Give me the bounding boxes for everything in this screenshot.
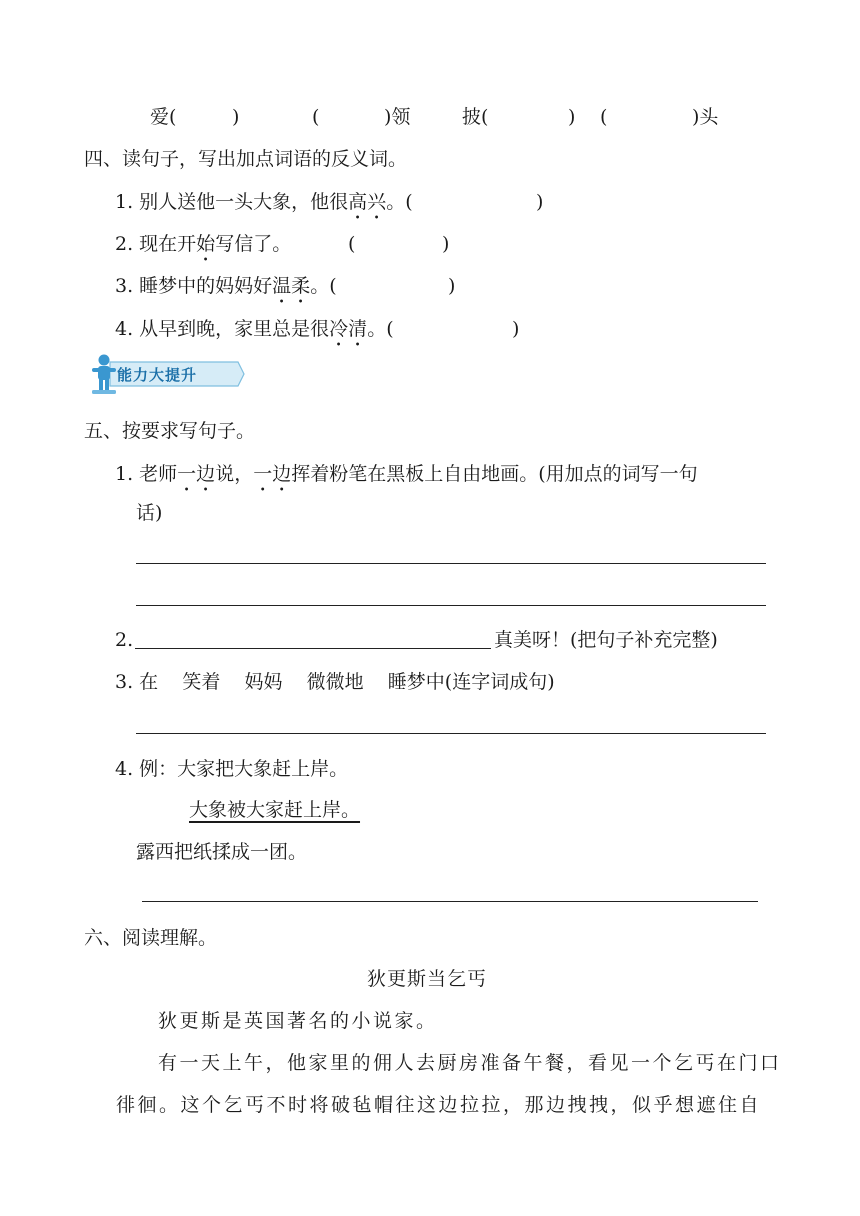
item-text: 写信了。: [215, 233, 292, 255]
q1-text: 挥着粉笔在黑板上自由地画。(用加点的词写一句: [291, 463, 698, 485]
answer-bracket-close: ): [512, 318, 520, 340]
section-4-item-4: [115, 316, 394, 351]
section-5-q1-continuation: 话): [136, 502, 163, 524]
person-icon: [90, 352, 118, 396]
dotted-word: 一边: [177, 463, 216, 485]
answer-bracket-open: (: [348, 233, 356, 255]
fill-blank-3-close: ): [568, 106, 576, 128]
section-5-q4-task: 露西把纸揉成一团。: [136, 841, 308, 863]
section-4-item-2: [115, 231, 291, 266]
answer-line: [135, 648, 491, 649]
section-4-item-3: [115, 273, 337, 308]
fill-blank-2-open: (: [312, 106, 320, 128]
item-text: 4. 从早到晚，家里总是很: [115, 318, 330, 340]
dotted-word: 冷清: [329, 318, 368, 340]
section-5-q3: 3. 在 笑着 妈妈 微微地 睡梦中(连字词成句): [115, 671, 555, 693]
dotted-word: 温柔: [272, 275, 311, 297]
section-6-title: 六、阅读理解。: [84, 927, 218, 949]
example-answer-text: 大象被大家赶上岸。: [189, 799, 361, 821]
item-text: 1. 别人送他一头大象，他很: [115, 191, 349, 213]
dotted-word: 高兴: [348, 191, 387, 213]
fill-blank-3-open: 披(: [462, 106, 489, 128]
fill-blank-2-close: )领: [384, 106, 411, 128]
section-5-q1: [115, 461, 698, 496]
fill-blank-4-open: (: [600, 106, 608, 128]
section-4-title: 四、读句子，写出加点词语的反义词。: [84, 148, 408, 170]
item-text: 。(: [310, 275, 337, 297]
answer-bracket-close: ): [442, 233, 450, 255]
story-paragraph-2-line-1: 有一天上午，他家里的佣人去厨房准备午餐，看见一个乞丐在门口: [158, 1052, 782, 1074]
story-paragraph-1: 狄更斯是英国著名的小说家。: [158, 1010, 438, 1032]
answer-line: [136, 733, 766, 734]
item-text: 。(: [386, 191, 413, 213]
badge-label: 能力大提升: [117, 366, 198, 384]
fill-blank-1-close: ): [232, 106, 240, 128]
fill-blank-1-open: 爱(: [150, 106, 177, 128]
dotted-word: 一边: [253, 463, 292, 485]
q1-text: 1. 老师: [115, 463, 178, 485]
answer-bracket-close: ): [536, 191, 544, 213]
example-answer: [167, 797, 364, 823]
item-text: 2. 现在开: [115, 233, 197, 255]
answer-bracket-close: ): [448, 275, 456, 297]
section-5-q2-number: 2.: [115, 629, 134, 651]
answer-line: [142, 901, 758, 902]
answer-line: [136, 563, 766, 564]
section-5-title: 五、按要求写句子。: [84, 420, 256, 442]
fill-blank-4-close: )头: [692, 106, 719, 128]
section-4-item-1: [115, 189, 413, 224]
answer-line: [136, 605, 766, 606]
q1-text: 说，: [215, 463, 254, 485]
section-5-q2-text: 真美呀！(把句子补充完整): [494, 629, 718, 651]
section-5-q4: 4. 例：大家把大象赶上岸。: [115, 758, 349, 780]
item-text: 。(: [367, 318, 394, 340]
ability-badge: [88, 352, 248, 396]
story-title: 狄更斯当乞丐: [367, 968, 488, 990]
story-paragraph-2-line-2: 徘徊。这个乞丐不时将破毡帽往这边拉拉，那边拽拽，似乎想遮住自: [116, 1094, 762, 1116]
dotted-word: 始: [196, 233, 216, 255]
item-text: 3. 睡梦中的妈妈好: [115, 275, 273, 297]
